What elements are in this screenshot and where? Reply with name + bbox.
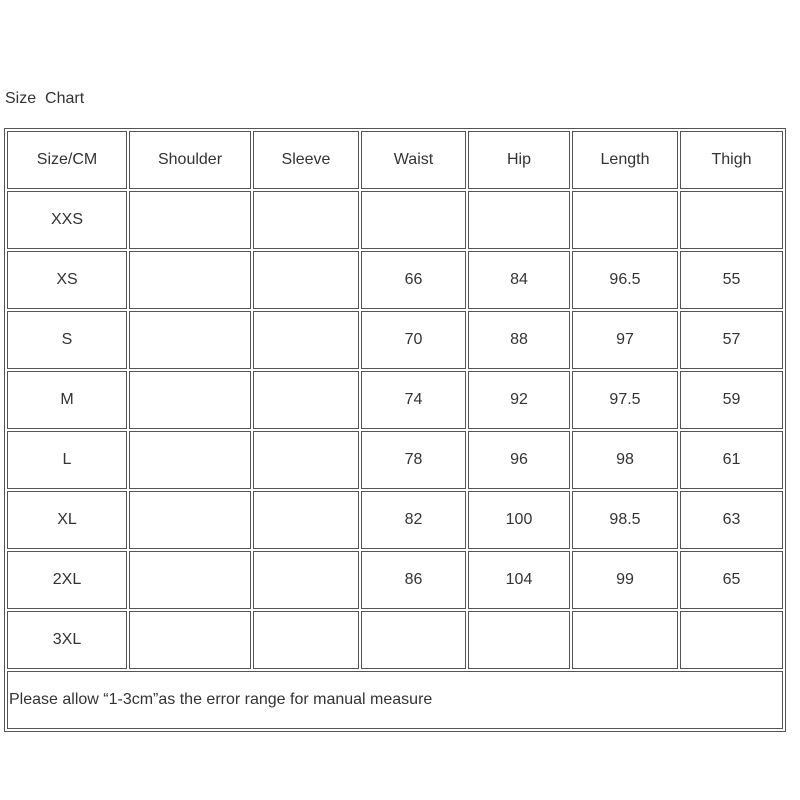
table-cell	[253, 311, 359, 369]
measurement-note: Please allow “1-3cm”as the error range for manual measure	[7, 671, 783, 729]
table-row	[7, 191, 783, 249]
table-cell: 66	[361, 251, 466, 309]
table-row	[7, 551, 783, 609]
table-cell: 65	[680, 551, 783, 609]
table-cell: 3XL	[7, 611, 127, 669]
table-row	[7, 371, 783, 429]
header-thigh: Thigh	[680, 131, 783, 189]
table-cell: XXS	[7, 191, 127, 249]
table-cell: XL	[7, 491, 127, 549]
table-cell	[253, 551, 359, 609]
table-body	[7, 131, 783, 729]
table-cell: 55	[680, 251, 783, 309]
header-hip: Hip	[468, 131, 570, 189]
page-title: Size Chart	[5, 90, 85, 107]
header-shoulder: Shoulder	[129, 131, 251, 189]
table-cell: 61	[680, 431, 783, 489]
table-cell	[129, 311, 251, 369]
table-row	[7, 491, 783, 549]
table-cell: 57	[680, 311, 783, 369]
header-size: Size/CM	[7, 131, 127, 189]
note-row	[7, 671, 783, 729]
table-cell: XS	[7, 251, 127, 309]
table-cell: 78	[361, 431, 466, 489]
table-cell	[253, 191, 359, 249]
table-cell: 97	[572, 311, 678, 369]
table-cell	[129, 611, 251, 669]
table-cell: S	[7, 311, 127, 369]
table-cell: 99	[572, 551, 678, 609]
table-cell	[468, 191, 570, 249]
table-cell: 82	[361, 491, 466, 549]
table-cell: 92	[468, 371, 570, 429]
header-length: Length	[572, 131, 678, 189]
table-cell	[129, 191, 251, 249]
table-cell: 84	[468, 251, 570, 309]
table-row	[7, 431, 783, 489]
table-cell	[680, 611, 783, 669]
table-cell	[129, 491, 251, 549]
table-cell: 70	[361, 311, 466, 369]
table-cell	[253, 611, 359, 669]
table-cell: 74	[361, 371, 466, 429]
table-cell	[129, 371, 251, 429]
table-cell	[129, 251, 251, 309]
table-cell: 96	[468, 431, 570, 489]
table-cell	[253, 491, 359, 549]
table-row	[7, 251, 783, 309]
table-cell	[361, 191, 466, 249]
table-cell: 104	[468, 551, 570, 609]
table-cell	[253, 371, 359, 429]
table-cell: 63	[680, 491, 783, 549]
table-row	[7, 611, 783, 669]
table-cell: 98.5	[572, 491, 678, 549]
table-cell: 59	[680, 371, 783, 429]
table-cell	[468, 611, 570, 669]
table-cell	[129, 551, 251, 609]
header-sleeve: Sleeve	[253, 131, 359, 189]
table-cell: M	[7, 371, 127, 429]
table-header-row	[7, 131, 783, 189]
table-cell	[572, 191, 678, 249]
table-cell: 96.5	[572, 251, 678, 309]
table-cell: L	[7, 431, 127, 489]
table-cell	[129, 431, 251, 489]
table-cell	[680, 191, 783, 249]
table-cell	[361, 611, 466, 669]
table-cell	[253, 251, 359, 309]
table-cell: 88	[468, 311, 570, 369]
table-cell: 97.5	[572, 371, 678, 429]
table-cell	[253, 431, 359, 489]
table-cell: 98	[572, 431, 678, 489]
table-row	[7, 311, 783, 369]
table-cell: 100	[468, 491, 570, 549]
table-cell: 2XL	[7, 551, 127, 609]
table-cell: 86	[361, 551, 466, 609]
header-waist: Waist	[361, 131, 466, 189]
size-chart-table	[4, 128, 786, 732]
table-cell	[572, 611, 678, 669]
